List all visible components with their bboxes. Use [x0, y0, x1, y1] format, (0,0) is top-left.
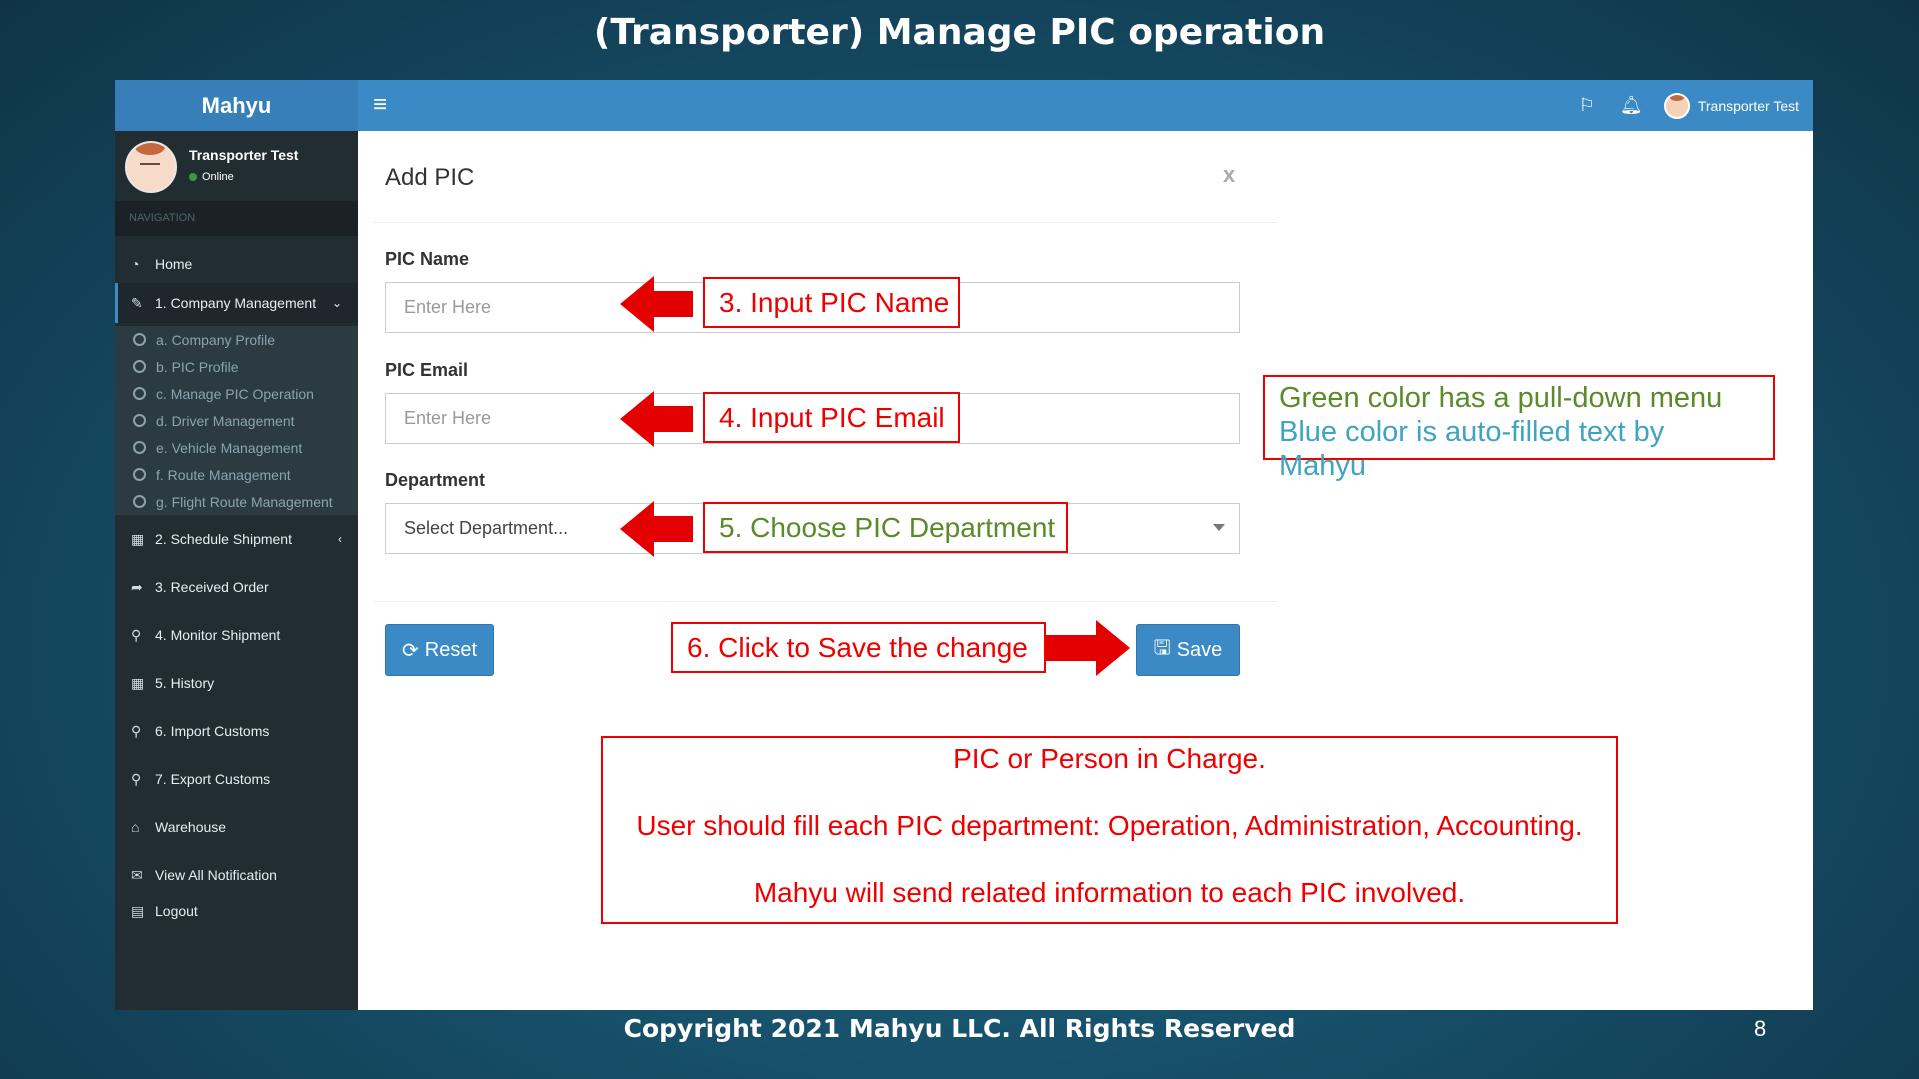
search-icon: ⚲ — [131, 770, 142, 787]
warehouse-icon: ⌂ — [131, 819, 140, 835]
avatar — [125, 141, 177, 193]
sidebar-item-warehouse[interactable] — [115, 807, 358, 847]
caret-down-icon — [1213, 524, 1225, 531]
save-button-label: Save — [1176, 638, 1223, 661]
sidebar-item-label: 1. Company Management — [155, 295, 317, 311]
sidebar-subitem-flight-route-management[interactable] — [115, 488, 358, 515]
share-icon: ➦ — [131, 578, 143, 595]
sidebar-item-label: 7. Export Customs — [155, 771, 271, 787]
sidebar-item-home[interactable] — [115, 244, 358, 284]
sidebar-item-import-customs[interactable] — [115, 711, 358, 751]
sidebar — [115, 131, 358, 1010]
envelope-icon: ✉ — [131, 866, 143, 883]
sidebar-item-history[interactable] — [115, 663, 358, 703]
online-status-dot-icon — [189, 173, 197, 181]
note-line-2: User should fill each PIC department: Operation, Administration, Accounting. — [636, 810, 1583, 841]
save-icon: 🖫 — [1153, 637, 1171, 659]
arrow-right-icon — [1096, 620, 1130, 676]
legend-blue-text: Blue color is auto-filled text by Mahyu — [1279, 416, 1665, 482]
sidebar-subitem-driver-management[interactable] — [115, 407, 358, 434]
search-icon: ⚲ — [131, 722, 142, 739]
pic-name-input[interactable]: Enter Here — [385, 282, 1240, 333]
sidebar-user-name: Transporter Test — [189, 147, 299, 163]
sidebar-item-label: 3. Received Order — [155, 579, 269, 595]
book-icon: ▤ — [131, 902, 145, 919]
nav-header: NAVIGATION — [115, 201, 358, 236]
arrow-left-icon — [620, 501, 654, 557]
arrow-shaft — [653, 291, 693, 317]
sidebar-item-label: View All Notification — [155, 867, 277, 883]
top-navbar — [115, 80, 1813, 131]
chevron-left-icon: ‹ — [338, 532, 342, 546]
circle-icon — [133, 333, 146, 346]
close-icon[interactable]: x — [1223, 162, 1236, 187]
arrow-left-icon — [620, 391, 654, 447]
department-select-value: Select Department... — [404, 518, 569, 538]
calendar-icon: ▦ — [131, 674, 145, 691]
chevron-down-icon: ⌄ — [331, 296, 342, 310]
flag-icon[interactable]: ⚐ — [1578, 95, 1595, 115]
user-panel — [115, 131, 358, 201]
divider — [373, 601, 1277, 602]
pic-email-input[interactable]: Enter Here — [385, 393, 1240, 444]
footer-copyright: Copyright 2021 Mahyu LLC. All Rights Reserved — [623, 1014, 1296, 1043]
save-button[interactable] — [1136, 624, 1240, 676]
sidebar-subitem-label: a. Company Profile — [156, 331, 276, 348]
top-avatar — [1664, 93, 1690, 119]
reset-button[interactable] — [385, 624, 494, 676]
sidebar-item-label: Warehouse — [155, 819, 227, 835]
sidebar-item-label: Home — [155, 256, 193, 272]
sidebar-item-company-management[interactable] — [115, 283, 358, 323]
sidebar-subitem-manage-pic-operation[interactable] — [115, 380, 358, 407]
callout-step-5: 5. Choose PIC Department — [703, 502, 1068, 553]
edit-icon: ✎ — [131, 294, 143, 311]
search-icon: ⚲ — [131, 626, 142, 643]
sidebar-item-logout[interactable] — [115, 891, 358, 931]
sidebar-subitem-label: c. Manage PIC Operation — [156, 385, 314, 402]
note-line-3: Mahyu will send related information to each PIC involved. — [753, 877, 1466, 908]
refresh-icon: ⟳ — [401, 639, 419, 662]
divider — [373, 222, 1277, 223]
top-right-actions — [1576, 80, 1799, 131]
sidebar-subitem-pic-profile[interactable] — [115, 353, 358, 380]
hamburger-menu-icon[interactable]: ≡ — [373, 91, 388, 118]
user-status-label: Online — [202, 171, 234, 183]
sidebar-subitem-company-profile[interactable] — [115, 326, 358, 353]
sidebar-subitem-label: d. Driver Management — [156, 412, 295, 429]
dashboard-icon: ◔ — [131, 256, 140, 272]
department-label: Department — [385, 470, 486, 490]
note-box — [601, 736, 1618, 924]
circle-icon — [133, 414, 146, 427]
callout-step-3: 3. Input PIC Name — [703, 277, 960, 328]
top-user-menu[interactable] — [1664, 93, 1799, 119]
user-status — [189, 171, 234, 183]
arrow-shaft — [653, 406, 693, 432]
arrow-left-icon — [620, 276, 654, 332]
sidebar-item-label: 5. History — [155, 675, 215, 691]
color-legend-box — [1263, 375, 1775, 482]
sidebar-item-label: 4. Monitor Shipment — [155, 627, 281, 643]
page-number: 8 — [1754, 1016, 1767, 1041]
sidebar-item-label: 2. Schedule Shipment — [155, 531, 292, 547]
top-user-name: Transporter Test — [1697, 97, 1799, 114]
calendar-icon: ▦ — [131, 530, 145, 547]
circle-icon — [133, 387, 146, 400]
bell-icon[interactable]: 🔔︎ — [1619, 95, 1643, 115]
brand-logo[interactable]: Mahyu — [115, 80, 358, 131]
sidebar-item-schedule-shipment[interactable] — [115, 519, 358, 559]
sidebar-item-view-all-notification[interactable] — [115, 855, 358, 895]
callout-step-4: 4. Input PIC Email — [703, 392, 960, 443]
circle-icon — [133, 495, 146, 508]
sidebar-subitem-label: e. Vehicle Management — [156, 439, 303, 456]
sidebar-item-label: 6. Import Customs — [155, 723, 270, 739]
reset-button-label: Reset — [424, 638, 477, 661]
sidebar-item-label: Logout — [155, 903, 198, 919]
pic-email-label: PIC Email — [385, 360, 469, 380]
arrow-shaft — [1046, 635, 1096, 661]
note-line-1: PIC or Person in Charge. — [953, 743, 1266, 774]
pic-name-label: PIC Name — [385, 249, 470, 269]
sidebar-item-received-order[interactable] — [115, 567, 358, 607]
sidebar-item-monitor-shipment[interactable] — [115, 615, 358, 655]
sidebar-subitem-label: b. PIC Profile — [156, 358, 239, 375]
slide-title: (Transporter) Manage PIC operation — [593, 12, 1326, 53]
sidebar-subitem-label: f. Route Management — [156, 466, 291, 483]
circle-icon — [133, 360, 146, 373]
arrow-shaft — [653, 516, 693, 542]
sidebar-subitem-label: g. Flight Route Management — [156, 493, 333, 510]
app-window — [115, 80, 1813, 1010]
modal-title: Add PIC — [385, 164, 475, 191]
circle-icon — [133, 441, 146, 454]
legend-green-text: Green color has a pull-down menu — [1279, 382, 1723, 414]
callout-step-6: 6. Click to Save the change — [671, 622, 1046, 673]
sidebar-subitem-route-management[interactable] — [115, 461, 358, 488]
circle-icon — [133, 468, 146, 481]
sidebar-subitem-vehicle-management[interactable] — [115, 434, 358, 461]
sidebar-item-export-customs[interactable] — [115, 759, 358, 799]
